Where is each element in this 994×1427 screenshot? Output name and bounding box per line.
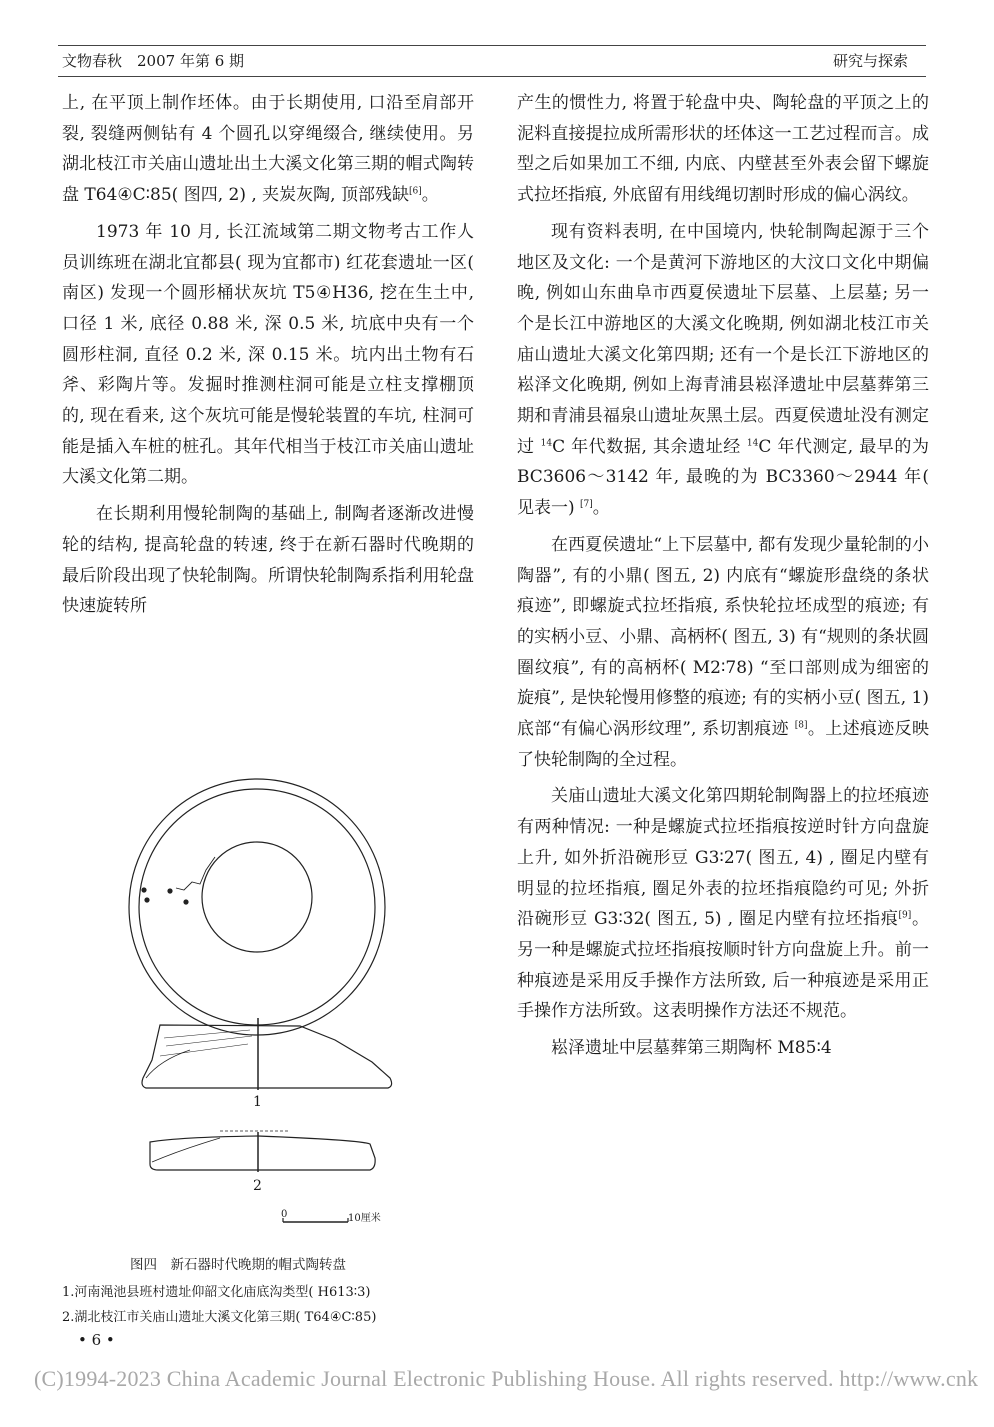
paragraph: 在西夏侯遗址“上下层墓中, 都有发现少量轮制的小陶器”, 有的小鼎( 图五, 2) 内底有“螺旋形盘绕的条状痕迹”, 即螺旋式拉坯指痕, 系快轮拉坯成型的痕迹; 有的实柄小豆、小鼎、高柄杯( 图五, 3) 有“规则的条状圆圈纹痕”, 有的高柄杯( M2∶78) “至口部则成为细密的旋痕”, 是快轮慢用修整的痕迹; 有的实柄小豆( 图五, 1) 底部“有偏心涡形纹理”, 系切割痕迹 [8]。上述痕迹反映了快轮制陶的全过程。	[517, 534, 930, 770]
citation-ref: [9]	[898, 910, 912, 921]
header-rule-bottom	[58, 76, 926, 77]
copyright-watermark: (C)1994-2023 China Academic Journal Electronic Publishing House. All rights reserved. http://www.cnk	[34, 1366, 979, 1391]
drill-hole	[142, 888, 146, 892]
outer-rim-circle	[129, 779, 385, 1035]
drill-hole	[168, 889, 172, 893]
inner-rim-circle	[139, 789, 375, 1025]
paragraph: 崧泽遗址中层墓葬第三期陶杯 M85∶4	[551, 1038, 832, 1059]
paragraph: 关庙山遗址大溪文化第四期轮制陶器上的拉坯痕迹有两种情况: 一种是螺旋式拉坯指痕按逆时针方向盘旋上升, 如外折沿碗形豆 G3∶27( 图五, 4) , 圈足内壁有明显的拉坯指痕, 圈足外表的拉坯指痕隐约可见; 外折沿碗形豆 G3∶32( 图五, 5) , 圈足内壁有拉坯指痕[9]。另一种是螺旋式拉坯指痕按顺时针方向盘旋上升。前一种痕迹是采用反手操作方法所致, 后一种痕迹是采用正手操作方法所致。这表明操作方法还不规范。	[517, 786, 930, 1022]
isotope-superscript: 14	[540, 438, 553, 449]
left-column	[62, 88, 474, 628]
section-header: 研究与探索	[833, 52, 909, 70]
page-number: • 6 •	[78, 1331, 115, 1349]
right-column	[517, 88, 929, 1070]
drill-hole	[145, 898, 149, 902]
turntable-drawing	[120, 760, 420, 1260]
journal-header: 文物春秋 2007 年第 6 期	[62, 52, 245, 70]
section-2-hook	[152, 1138, 220, 1162]
figure-4	[120, 760, 420, 1260]
figure-note-1: 1.河南渑池县班村遗址仰韶文化庙底沟类型( H613∶3)	[62, 1285, 371, 1300]
crack-line	[176, 857, 215, 890]
citation-ref: [7]	[580, 499, 593, 510]
header-rule-top	[58, 45, 926, 46]
center-disk-circle	[202, 842, 312, 952]
citation-ref: [6]	[409, 186, 422, 197]
citation-ref: [8]	[794, 720, 808, 731]
scale-label-ten: 10厘米	[348, 1213, 381, 1224]
paragraph: 上, 在平顶上制作坯体。由于长期使用, 口沿至肩部开裂, 裂缝两侧钻有 4 个圆孔以穿绳缀合, 继续使用。另湖北枝江市关庙山遗址出土大溪文化第三期的帽式陶转盘 T64④C∶85( 图四, 2) , 夹炭灰陶, 顶部残缺[6]。	[62, 93, 474, 206]
paragraph: 在长期利用慢轮制陶的基础上, 制陶者逐渐改进慢轮的结构, 提高轮盘的转速, 终于在新石器时代晚期的最后阶段出现了快轮制陶。所谓快轮制陶系指利用轮盘快速旋转所	[62, 504, 474, 617]
figure-item-label-1: 1	[253, 1094, 262, 1110]
section-1-hook	[146, 1050, 190, 1078]
isotope-superscript: 14	[746, 438, 759, 449]
figure-caption: 图四 新石器时代晚期的帽式陶转盘	[130, 1257, 346, 1273]
drill-hole	[184, 900, 188, 904]
section-2-outline	[150, 1136, 375, 1170]
scale-label-zero: 0	[281, 1209, 288, 1220]
paragraph: 产生的惯性力, 将置于轮盘中央、陶轮盘的平顶之上的泥料直接提拉成所需形状的坯体这一工艺过程而言。成型之后如果加工不细, 内底、内壁甚至外表会留下螺旋式拉坯指痕, 外底留有用线绳切割时形成的偏心涡纹。	[517, 93, 929, 206]
paragraph: 现有资料表明, 在中国境内, 快轮制陶起源于三个地区及文化: 一个是黄河下游地区的大汶口文化中期偏晚, 例如山东曲阜市西夏侯遗址下层墓、上层墓; 另一个是长江中游地区的大溪文化晚期, 例如湖北枝江市关庙山遗址大溪文化第四期; 还有一个是长江下游地区的崧泽文化晚期, 例如上海青浦县崧泽遗址中层墓葬第三期和青浦县福泉山遗址灰黑土层。西夏侯遗址没有测定过 $^{14}$C 年代数据, 其余遗址经 $^{14}$C 年代测定, 最早的为 BC3606～3142 年, 最晚的为 BC3360～2944 年( 见表一) [7]。	[517, 221, 930, 519]
figure-note-2: 2.湖北枝江市关庙山遗址大溪文化第三期( T64④C∶85)	[62, 1310, 377, 1325]
paragraph: 1973 年 10 月, 长江流域第二期文物考古工作人员训练班在湖北宜都县( 现为宜都市) 红花套遗址一区( 南区) 发现一个圆形桶状灰坑 T5④H36, 挖在生土中, 口径 1 米, 底径 0.88 米, 深 0.5 米, 坑底中央有一个圆形柱洞, 直径 0.2 米, 深 0.15 米。坑内出土物有石斧、彩陶片等。发掘时推测柱洞可能是立柱支撑棚顶的, 现在看来, 这个灰坑可能是慢轮装置的车坑, 柱洞可能是插入车桩的桩孔。其年代相当于枝江市关庙山遗址大溪文化第二期。	[62, 221, 474, 488]
figure-item-label-2: 2	[253, 1178, 262, 1194]
